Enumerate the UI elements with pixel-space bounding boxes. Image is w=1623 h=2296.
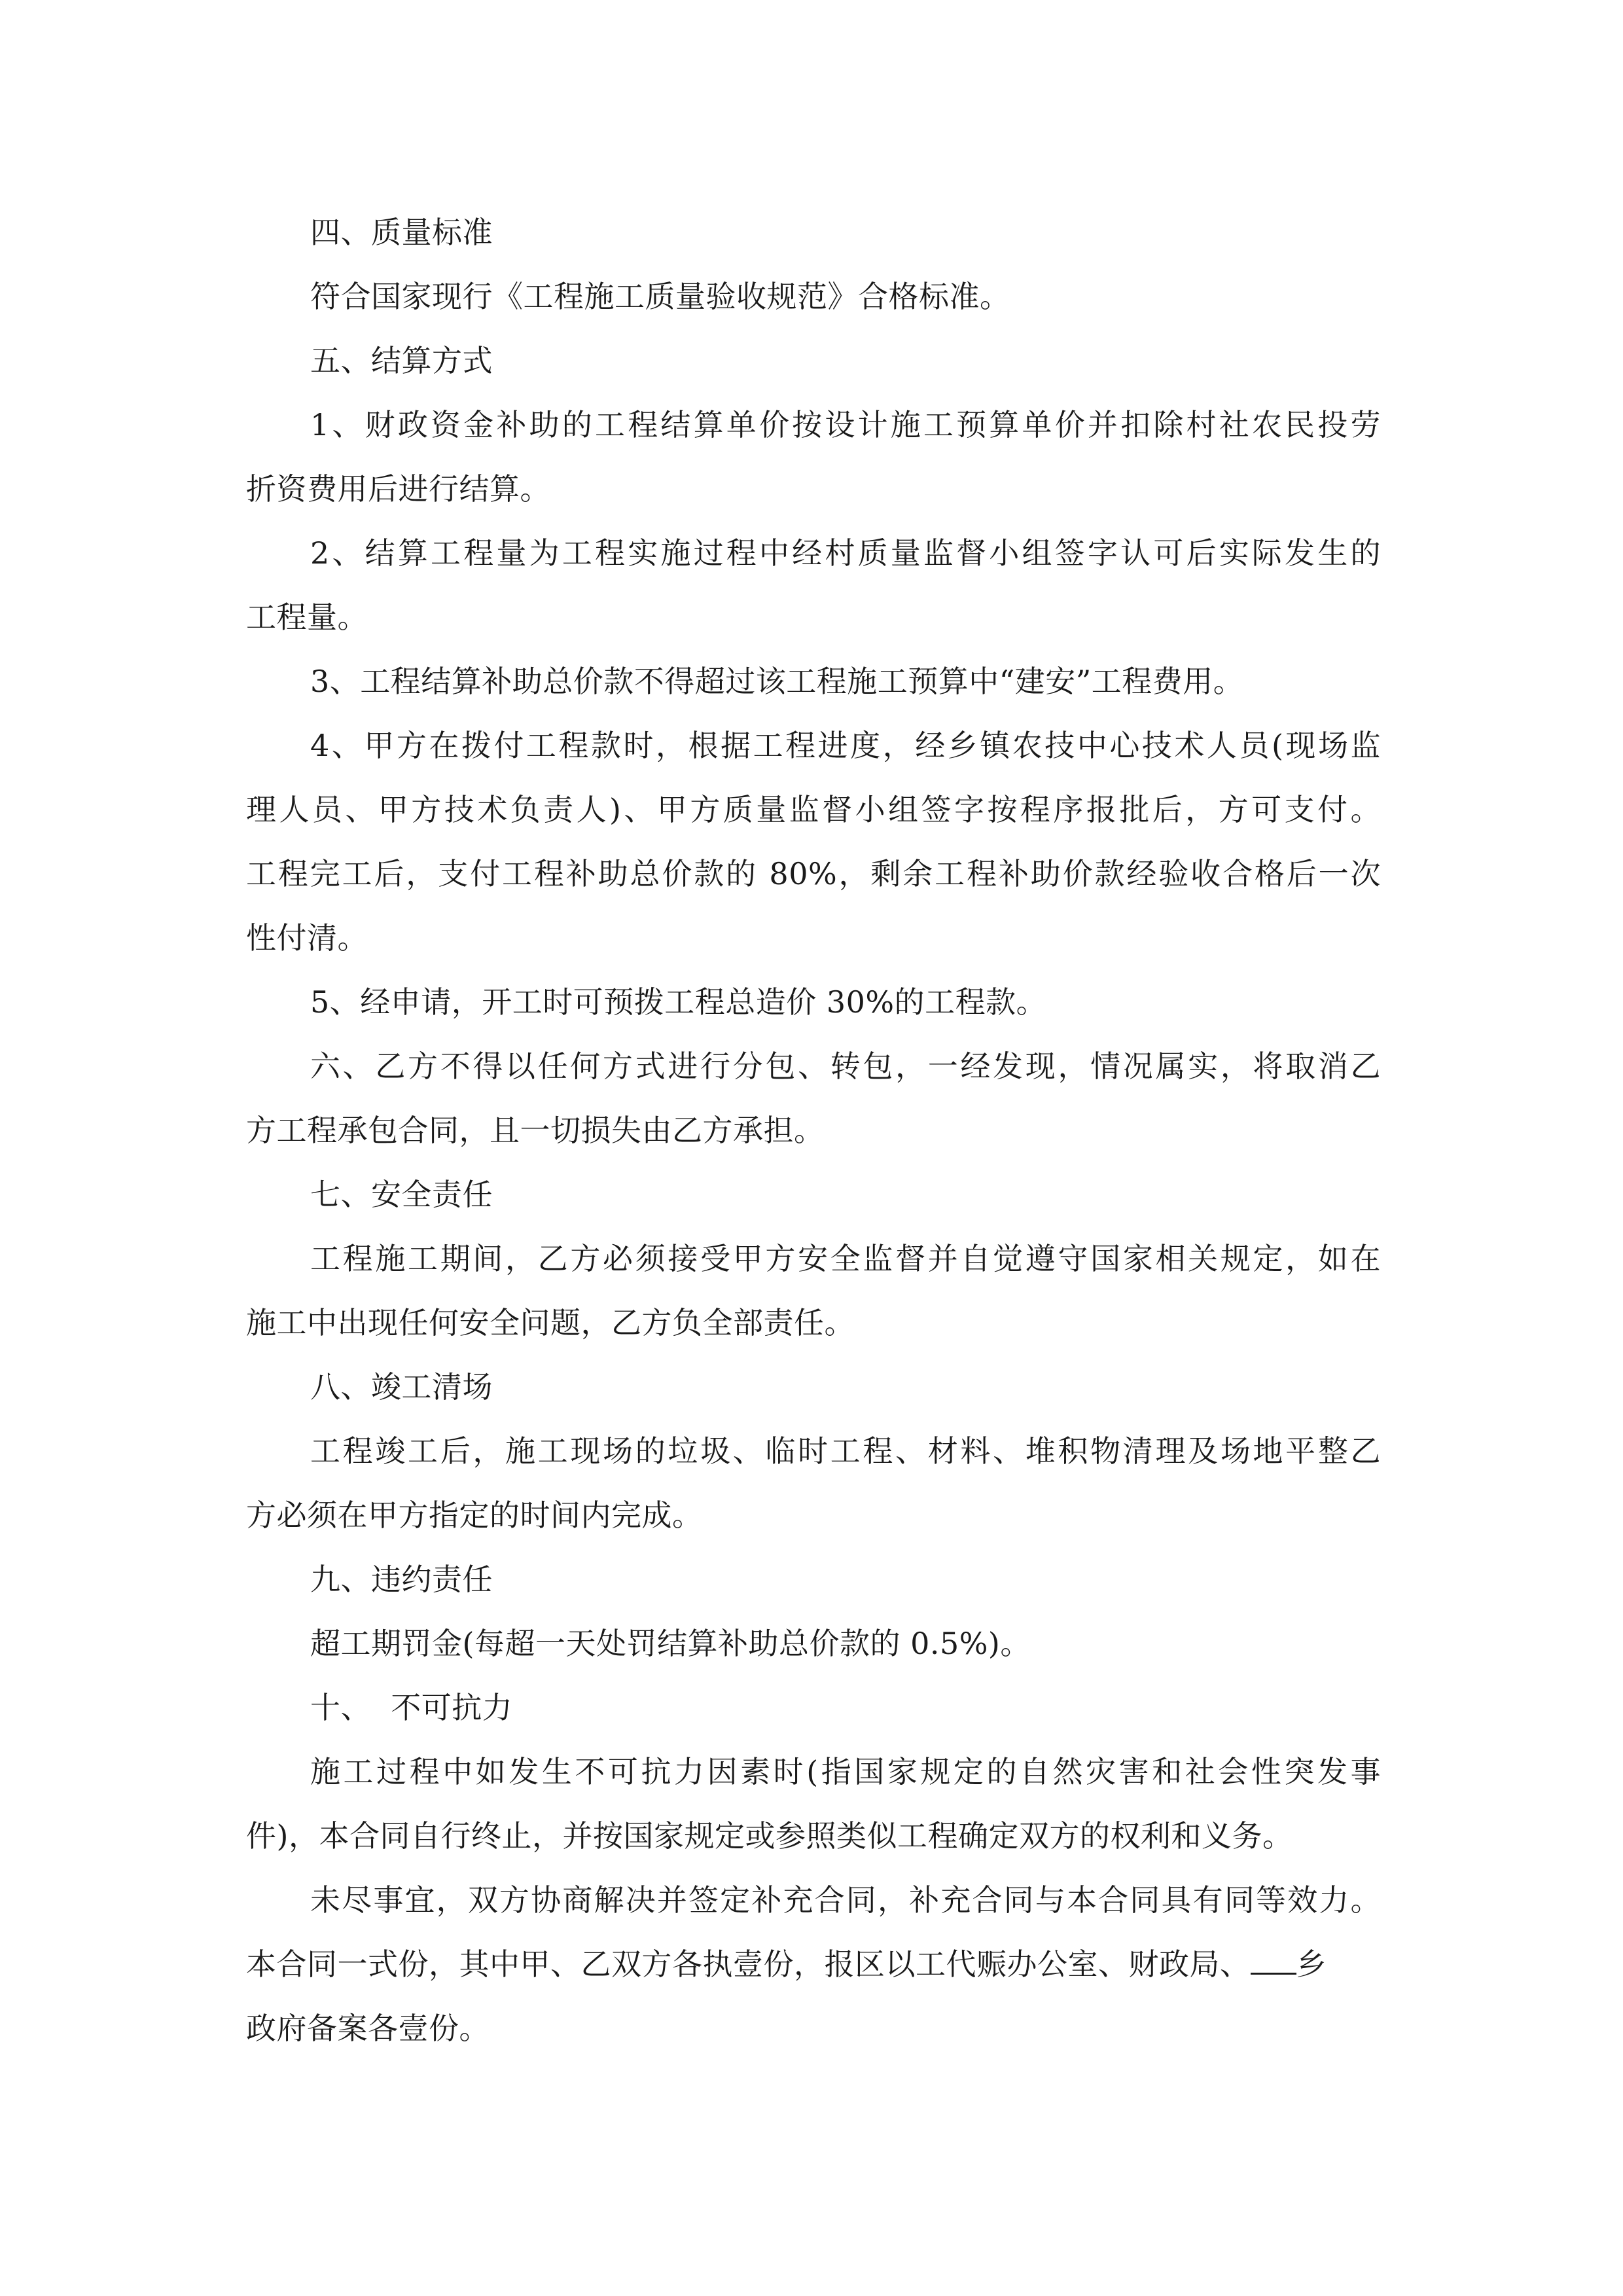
paragraph-line: 政府备案各壹份。	[246, 2011, 490, 2046]
section-heading-clearing: 八、竣工清场	[310, 1369, 493, 1405]
paragraph-line: 符合国家现行《工程施工质量验收规范》合格标准。	[310, 279, 1010, 314]
paragraph-line: 性付清。	[246, 920, 368, 956]
section-heading-breach: 九、违约责任	[310, 1562, 493, 1597]
paragraph-line: 未尽事宜，双方协商解决并签定补充合同，补充合同与本合同具有同等效力。	[310, 1882, 1381, 1918]
paragraph-line: 施工中出现任何安全问题，乙方负全部责任。	[246, 1305, 855, 1340]
paragraph-line: 折资费用后进行结算。	[246, 471, 550, 507]
section-heading-subcontract: 六、乙方不得以任何方式进行分包、转包，一经发现，情况属实，将取消乙	[310, 1049, 1381, 1084]
fill-in-blank	[1251, 1948, 1296, 1975]
paragraph-line: 施工过程中如发生不可抗力因素时(指国家规定的自然灾害和社会性突发事	[310, 1754, 1381, 1789]
paragraph-line: 工程完工后，支付工程补助总价款的 80%，剩余工程补助价款经验收合格后一次	[246, 856, 1381, 891]
paragraph-line-with-blank	[246, 1932, 1381, 1996]
paragraph-line: 1、财政资金补助的工程结算单价按设计施工预算单价并扣除村社农民投劳	[310, 407, 1381, 442]
paragraph-line: 5、经申请，开工时可预拨工程总造价 30%的工程款。	[310, 984, 1047, 1020]
paragraph-line: 件)，本合同自行终止，并按国家规定或参照类似工程确定双方的权利和义务。	[246, 1818, 1293, 1854]
paragraph-line: 2、结算工程量为工程实施过程中经村质量监督小组签字认可后实际发生的	[310, 535, 1381, 571]
paragraph-line: 工程施工期间，乙方必须接受甲方安全监督并自觉遵守国家相关规定，如在	[310, 1241, 1381, 1276]
section-heading-force-majeure: 十、 不可抗力	[310, 1690, 513, 1725]
paragraph-line: 方必须在甲方指定的时间内完成。	[246, 1498, 703, 1533]
paragraph-text: 乡	[1296, 1946, 1327, 1982]
paragraph-line: 理人员、甲方技术负责人)、甲方质量监督小组签字按程序报批后，方可支付。	[246, 792, 1381, 827]
paragraph-line: 4、甲方在拨付工程款时，根据工程进度，经乡镇农技中心技术人员(现场监	[310, 728, 1381, 763]
section-heading-quality: 四、质量标准	[310, 215, 493, 250]
paragraph-line: 3、工程结算补助总价款不得超过该工程施工预算中“建安”工程费用。	[310, 664, 1244, 699]
paragraph-text: 本合同一式份，其中甲、乙双方各执壹份，报区以工代赈办公室、财政局、	[246, 1946, 1251, 1982]
document-body	[246, 200, 1381, 2060]
section-heading-settlement: 五、结算方式	[310, 343, 493, 378]
paragraph-line: 超工期罚金(每超一天处罚结算补助总价款的 0.5%)。	[310, 1626, 1031, 1661]
paragraph-line: 方工程承包合同，且一切损失由乙方承担。	[246, 1113, 825, 1148]
paragraph-line: 工程量。	[246, 600, 368, 635]
paragraph-line: 工程竣工后，施工现场的垃圾、临时工程、材料、堆积物清理及场地平整乙	[310, 1433, 1381, 1469]
section-heading-safety: 七、安全责任	[310, 1177, 493, 1212]
